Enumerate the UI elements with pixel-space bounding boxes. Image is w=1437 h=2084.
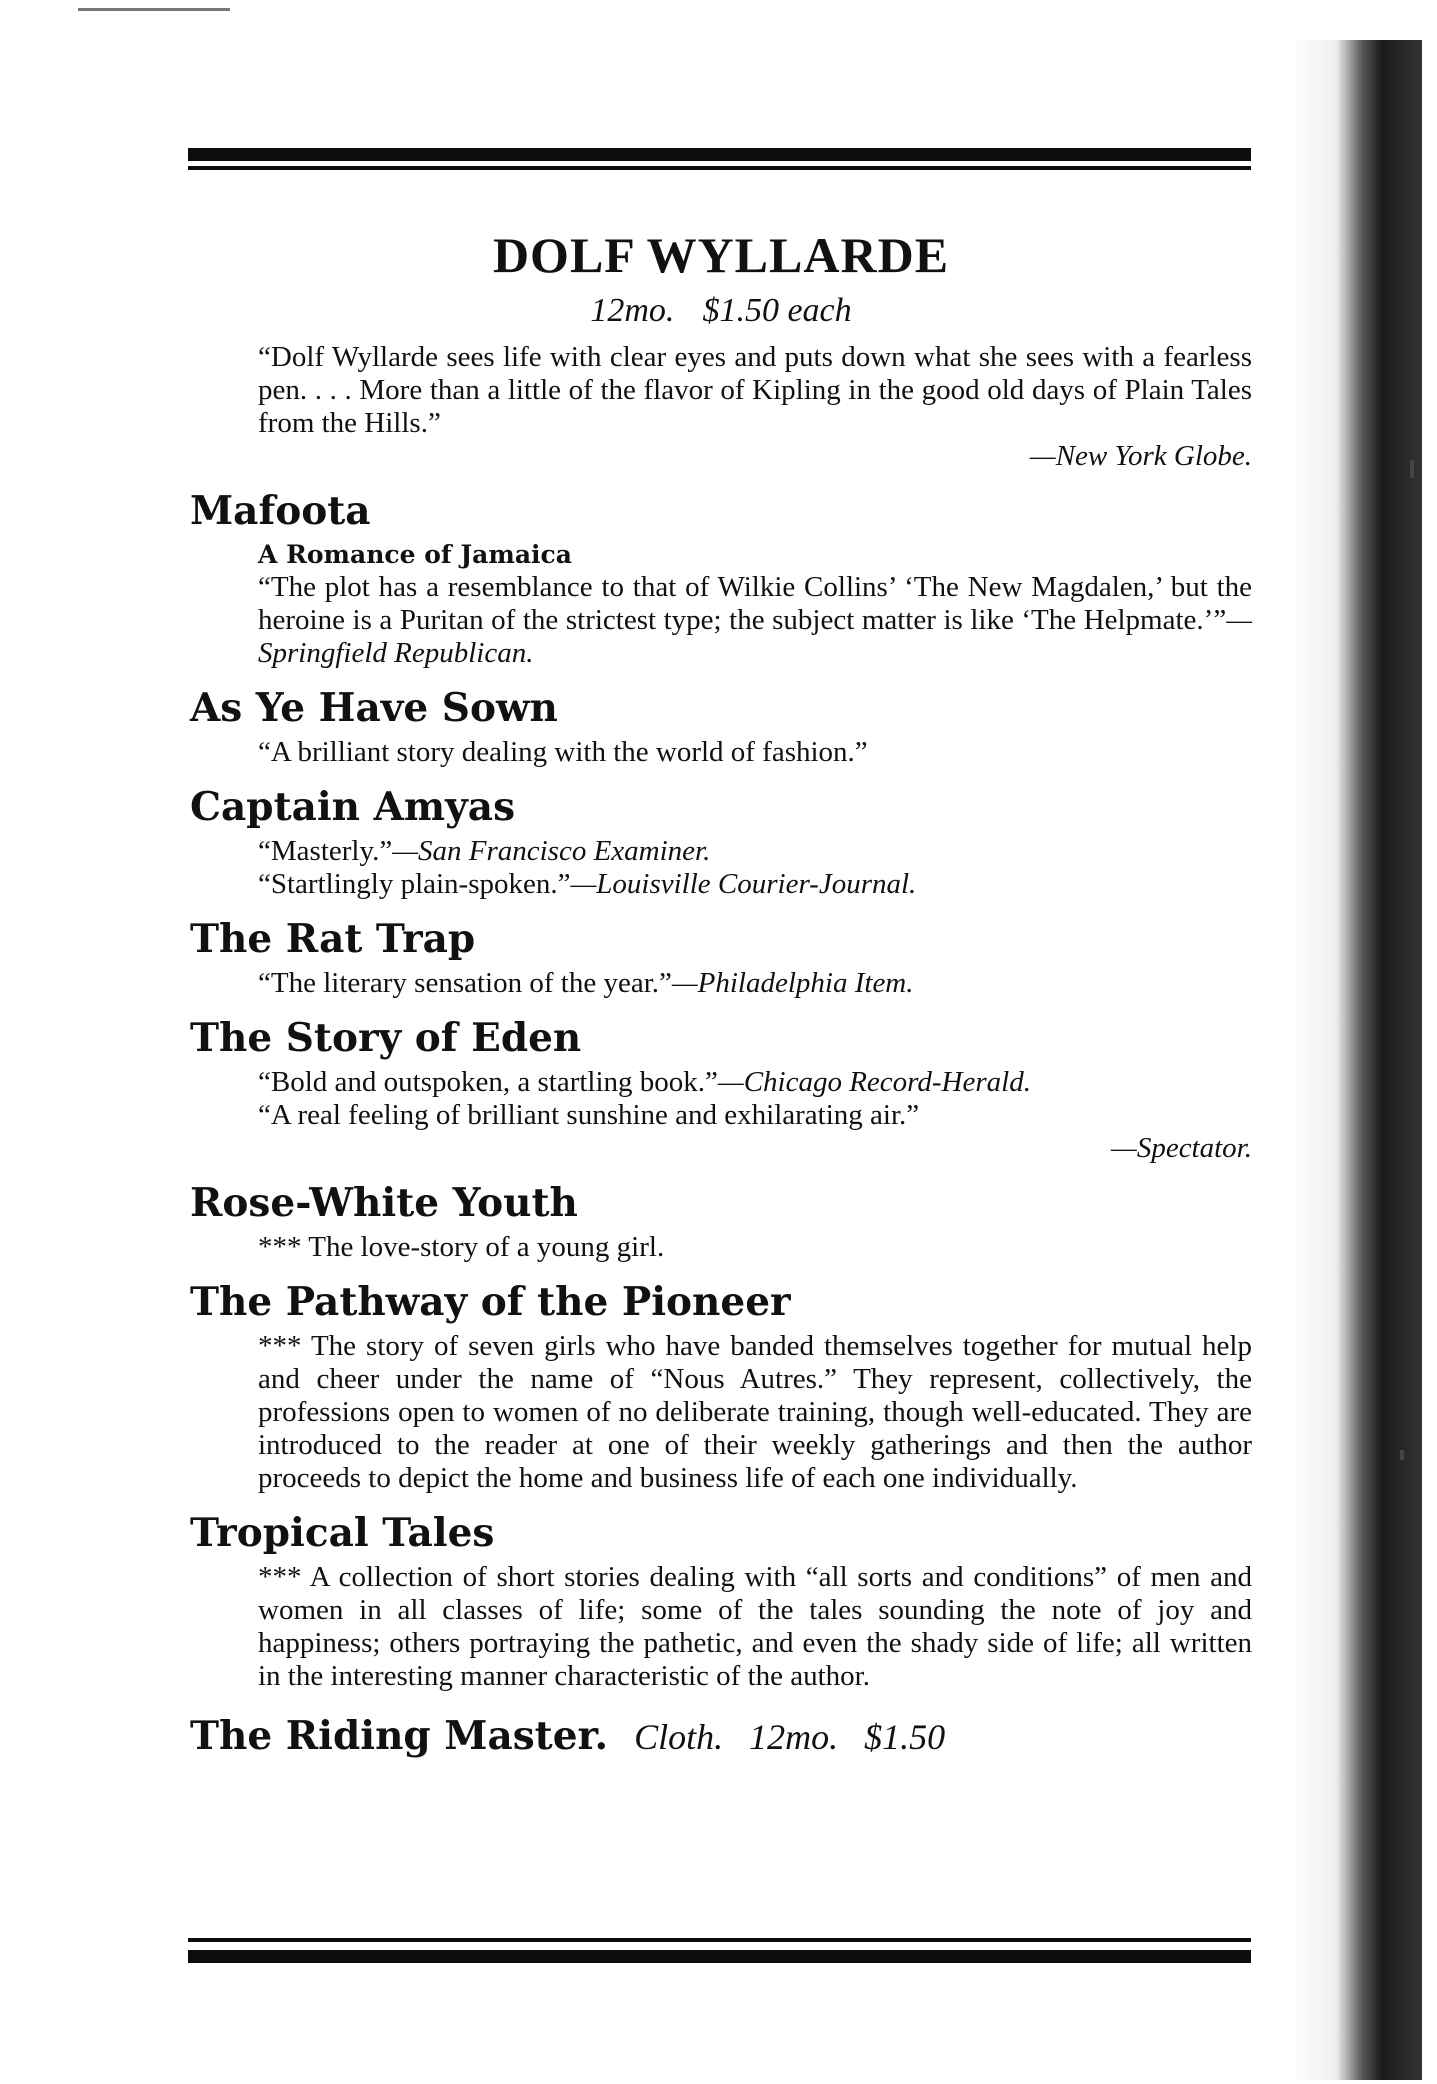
quote-source: —New York Globe.: [1029, 440, 1252, 472]
book-review: [258, 571, 1252, 670]
review-text: “A real feeling of brilliant sunshine and exhilarating air.”: [258, 1099, 920, 1131]
edge-speck: [1400, 1450, 1404, 1460]
book-description: *** The love-story of a young girl.: [258, 1231, 665, 1263]
price: $1.50 each: [702, 292, 852, 329]
review-source: —Philadelphia Item.: [671, 967, 914, 999]
advertisement-page: [190, 225, 1252, 1762]
review-source: —Springfield Republican.: [258, 604, 1252, 669]
price: $1.50: [864, 1717, 946, 1757]
quote-text: “Dolf Wyllarde sees life with clear eyes and puts down what she sees with a fearless pen. . . . More than a little of the flavor of Kipling in the good old days of Plain Tales from the Hills.”: [258, 341, 1252, 439]
page-edge-shadow: [1290, 40, 1422, 2080]
book-subtitle: A Romance of Jamaica: [258, 540, 572, 569]
review-source: —Chicago Record-Herald.: [717, 1066, 1031, 1098]
book-title: The Rat Trap: [190, 916, 476, 962]
bottom-rule-thick: [188, 1950, 1251, 1963]
review-text: “Masterly.”: [258, 835, 393, 867]
book-review: [258, 835, 1252, 901]
format: 12mo.: [749, 1717, 839, 1757]
book-description: *** The story of seven girls who have banded themselves together for mutual help and cheer under the name of “Nous Autres.” They represent, collectively, the professions open to women of no deliberate training, though well-educated. They are introduced to the reader at one of their weekly gatherings and then the author proceeds to depict the home and business life of each one individually.: [258, 1330, 1252, 1494]
review-text: “Startlingly plain-spoken.”: [258, 868, 571, 900]
book-title: As Ye Have Sown: [190, 685, 558, 731]
book-title: Tropical Tales: [190, 1510, 495, 1556]
format: 12mo.: [590, 292, 675, 329]
review-text: “Bold and outspoken, a startling book.”: [258, 1066, 718, 1098]
author-quote: [258, 341, 1252, 440]
review-text: “The literary sensation of the year.”: [258, 967, 672, 999]
author-name: DOLF WYLLARDE: [492, 227, 950, 283]
review-source: —Louisville Courier-Journal.: [570, 868, 917, 900]
riding-master-line: [190, 1711, 1252, 1762]
book-review: [258, 736, 1252, 769]
book-title: The Pathway of the Pioneer: [190, 1279, 791, 1325]
top-left-line: [78, 8, 230, 11]
book-review: [258, 1066, 1252, 1165]
binding: Cloth.: [634, 1717, 724, 1757]
review-source: —Spectator.: [1111, 1132, 1252, 1164]
book-review: [258, 967, 1252, 1000]
book-title: Rose-White Youth: [190, 1180, 578, 1226]
book-title: Mafoota: [190, 488, 371, 534]
bottom-rule-thin: [188, 1938, 1251, 1942]
top-rule-thick: [188, 148, 1251, 161]
review-source: —San Francisco Examiner.: [392, 835, 711, 867]
review-text: “A brilliant story dealing with the world of fashion.”: [258, 736, 868, 768]
top-rule-thin: [188, 166, 1251, 170]
book-title: The Story of Eden: [190, 1015, 582, 1061]
book-title: The Riding Master.: [190, 1713, 609, 1759]
book-description: *** A collection of short stories dealing with “all sorts and conditions” of men and women in all classes of life; some of the tales sounding the note of joy and happiness; others portraying the pathetic, and even the shady side of life; all written in the interesting manner characteristic of the author.: [258, 1561, 1252, 1692]
edge-speck: [1410, 460, 1414, 478]
review-text: “The plot has a resemblance to that of Wilkie Collins’ ‘The New Magdalen,’ but the heroine is a Puritan of the strictest type; the subject matter is like ‘The Helpmate.’”: [258, 571, 1252, 636]
price-line: [190, 291, 1252, 331]
book-title: Captain Amyas: [190, 784, 516, 830]
